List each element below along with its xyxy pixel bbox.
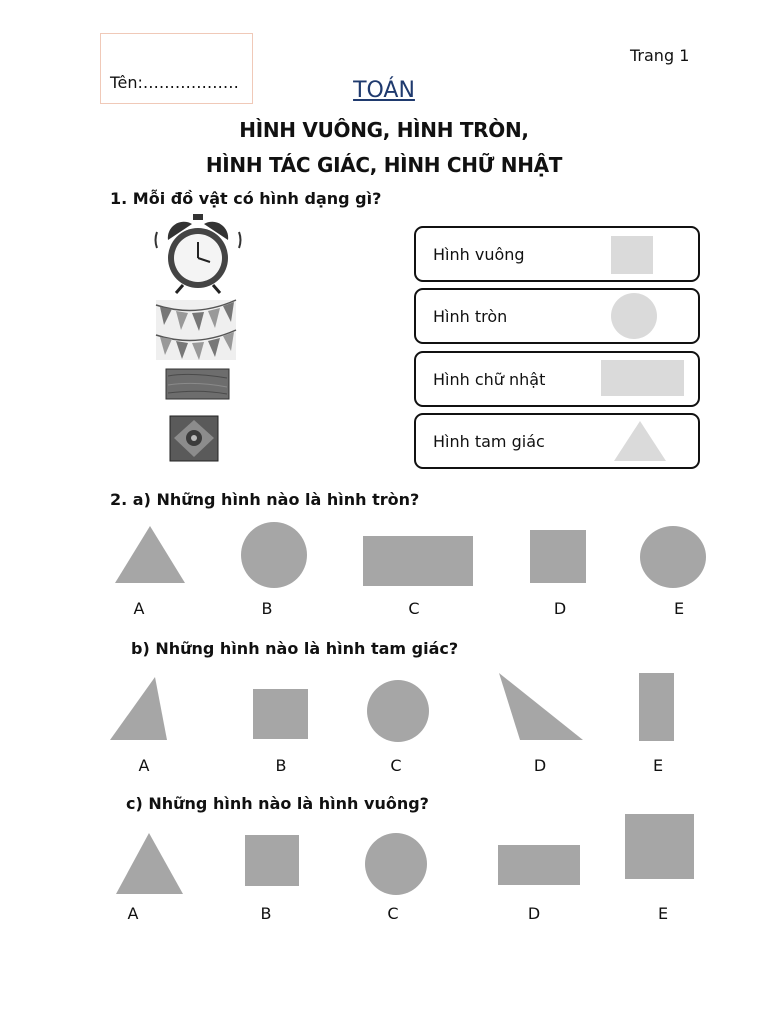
subject-title: TOÁN	[353, 78, 415, 103]
q2a-shape-b-circle	[241, 522, 307, 588]
q2b-shape-b-square	[253, 689, 308, 739]
wooden-plank-image	[166, 369, 229, 399]
q2c-shape-e-square	[625, 814, 694, 879]
q2b-shape-c-circle	[367, 680, 429, 742]
alarm-clock-image	[156, 214, 241, 293]
q2c-shape-c-circle	[365, 833, 427, 895]
answer-card-square[interactable]	[414, 226, 700, 282]
q2b-shape-d-triangle	[499, 673, 583, 740]
bunting-flags-image	[156, 300, 236, 360]
q2a-label-a: A	[133, 599, 145, 618]
q2a-shape-d-square	[530, 530, 586, 583]
question-2c-prompt: c) Những hình nào là hình vuông?	[126, 794, 429, 813]
answer-card-rectangle[interactable]	[414, 351, 700, 407]
worksheet-title-line2: HÌNH TÁC GIÁC, HÌNH CHỮ NHẬT	[205, 153, 563, 177]
q2a-label-b: B	[261, 599, 273, 618]
q2c-label-d: D	[527, 904, 541, 923]
name-label: Tên:………………	[110, 73, 239, 92]
page-number: Trang 1	[630, 46, 690, 65]
q2c-shape-b-square	[245, 835, 299, 886]
card-label-triangle: Hình tam giác	[433, 432, 545, 451]
patterned-tile-image	[170, 416, 218, 461]
question-2a-prompt: 2. a) Những hình nào là hình tròn?	[110, 490, 420, 509]
q2c-label-a: A	[127, 904, 139, 923]
q2a-label-d: D	[553, 599, 567, 618]
question-2b-prompt: b) Những hình nào là hình tam giác?	[131, 639, 459, 658]
q2a-label-c: C	[408, 599, 420, 618]
card-label-square: Hình vuông	[433, 245, 525, 264]
q2b-label-a: A	[138, 756, 150, 775]
q2b-label-b: B	[275, 756, 287, 775]
q2c-shape-a-triangle	[116, 833, 183, 894]
q2b-shape-a-triangle	[110, 677, 167, 740]
q2b-label-c: C	[390, 756, 402, 775]
q2b-label-e: E	[652, 756, 664, 775]
q2c-label-b: B	[260, 904, 272, 923]
q2c-shape-d-rectangle	[498, 845, 580, 885]
q2a-shape-e-circle	[640, 526, 706, 588]
card-label-circle: Hình tròn	[433, 307, 508, 326]
question-1-prompt: 1. Mỗi đồ vật có hình dạng gì?	[110, 189, 382, 208]
q2a-shape-c-rectangle	[363, 536, 473, 586]
q2a-label-e: E	[673, 599, 685, 618]
q2c-label-e: E	[657, 904, 669, 923]
q2c-label-c: C	[387, 904, 399, 923]
worksheet-title-line1: HÌNH VUÔNG, HÌNH TRÒN,	[239, 118, 529, 142]
card-label-rectangle: Hình chữ nhật	[433, 370, 546, 389]
answer-card-circle[interactable]	[414, 288, 700, 344]
q2b-label-d: D	[533, 756, 547, 775]
q2a-shape-a-triangle	[115, 526, 185, 583]
q2b-shape-e-rectangle	[639, 673, 674, 741]
answer-card-triangle[interactable]	[414, 413, 700, 469]
